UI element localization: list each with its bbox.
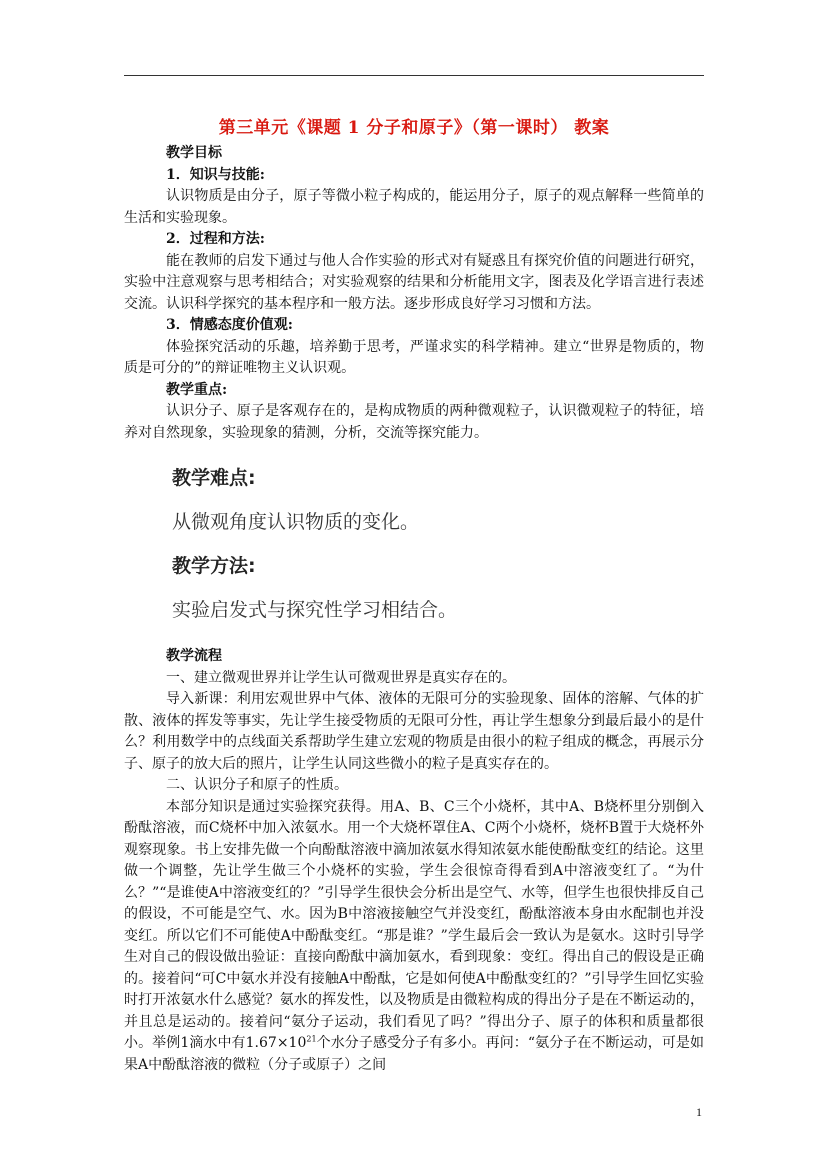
- process-step2-text: [124, 797, 704, 1077]
- process-step2: 二、认识分子和原子的性质。: [166, 777, 348, 793]
- difficulty-text: 从微观角度认识物质的变化。: [172, 511, 420, 533]
- objective3-heading: 3．情感态度价值观:: [166, 317, 293, 333]
- header-rule: [124, 75, 704, 76]
- method-text: 实验启发式与探究性学习相结合。: [172, 599, 458, 621]
- objective1-text: 认识物质是由分子，原子等微小粒子构成的，能运用分子，原子的观点解释一些简单的生活和实验现象。: [124, 188, 704, 226]
- page-number: 1: [696, 1105, 702, 1119]
- method-heading: 教学方法:: [172, 555, 256, 577]
- spacer: [124, 632, 704, 646]
- inserted-image-block: [124, 456, 704, 632]
- objective2-heading: 2．过程和方法:: [166, 231, 265, 247]
- objective3-text: 体验探究活动的乐趣，培养勤于思考，严谨求实的科学精神。建立“世界是物质的，物质是可分的”的辩证唯物主义认识观。: [124, 338, 704, 376]
- process-step2-text-b: 个水分子感受分子有多小。再问：“氨分子在不断运动，可是如果A中酚酞溶液的微粒（分子或原子）之间: [124, 1035, 705, 1073]
- process-step1-text: 导入新课：利用宏观世界中气体、液体的无限可分的实验现象、固体的溶解、气体的扩散、液体的挥发等事实，先让学生接受物质的无限可分性，再让学生想象分到最后最小的是什么？利用数学中的点线面关系帮助学生建立宏观的物质是由很小的粒子组成的概念，再展示分子、原子的放大后的照片，让学生认同这些微小的粒子是真实存在的。: [124, 691, 704, 772]
- difficulty-heading: 教学难点:: [172, 467, 256, 489]
- process-heading: 教学流程: [166, 648, 222, 664]
- objective2-text: 能在教师的启发下通过与他人合作实验的形式对有疑惑且有探究价值的问题进行研究，实验中注意观察与思考相结合；对实验观察的结果和分析能用文字，图表及化学语言进行表述交流。认识科学探究的基本程序和一般方法。逐步形成良好学习习惯和方法。: [124, 252, 704, 312]
- objective1-heading: 1．知识与技能:: [166, 166, 265, 183]
- key-points-heading: 教学重点:: [166, 381, 228, 398]
- objectives-heading: 教学目标: [166, 145, 222, 161]
- process-step2-text-a: 本部分知识是通过实验探究获得。用A、B、C三个小烧杯，其中A、B烧杯里分别倒入酚酞溶液，而C烧杯中加入浓氨水。用一个大烧杯罩住A、C两个小烧杯，烧杯B置于大烧杯外观察现象。书上安排先做一个向酚酞溶液中滴加浓氨水得知浓氨水能使酚酞变红的结论。这里做一个调整，先让学生做三个小烧杯的实验，学生会很惊奇得看到A中溶液变红了。“为什么？”“是谁使A中溶液变红的？”引导学生很快会分析出是空气、水等，但学生也很快排反自己的假设，不可能是空气、水。因为B中溶液接触空气并没变红，酚酞溶液本身由水配制也并没变红。所以它们不可能使A中酚酞变红。“那是谁？”学生最后会一致认为是氨水。这时引导学生对自己的假设做出验证：直接向酚酞中滴加氨水，看到现象：变红。得出自己的假设是正确的。接着问“可C中氨水并没有接触A中酚酞，它是如何使A中酚酞变红的？”引导学生回忆实验时打开浓氨水什么感觉？氨水的挥发性，以及物质是由微粒构成的得出分子是在不断运动的，并且总是运动的。接着问“氨分子运动，我们看见了吗？”得出分子、原子的体积和质量都很小。举例1滴水中有1.67×10: [124, 798, 704, 1051]
- process-step2-exponent: 21: [306, 1034, 317, 1044]
- key-points-text: 认识分子、原子是客观存在的，是构成物质的两种微观粒子，认识微观粒子的特征，培养对自然现象，实验现象的猜测，分析，交流等探究能力。: [124, 403, 704, 441]
- process-step1: 一、建立微观世界并让学生认可微观世界是真实存在的。: [166, 669, 516, 686]
- document-title: 第三单元《课题 1 分子和原子》（第一课时） 教案: [218, 118, 610, 138]
- document-body: [124, 143, 704, 1076]
